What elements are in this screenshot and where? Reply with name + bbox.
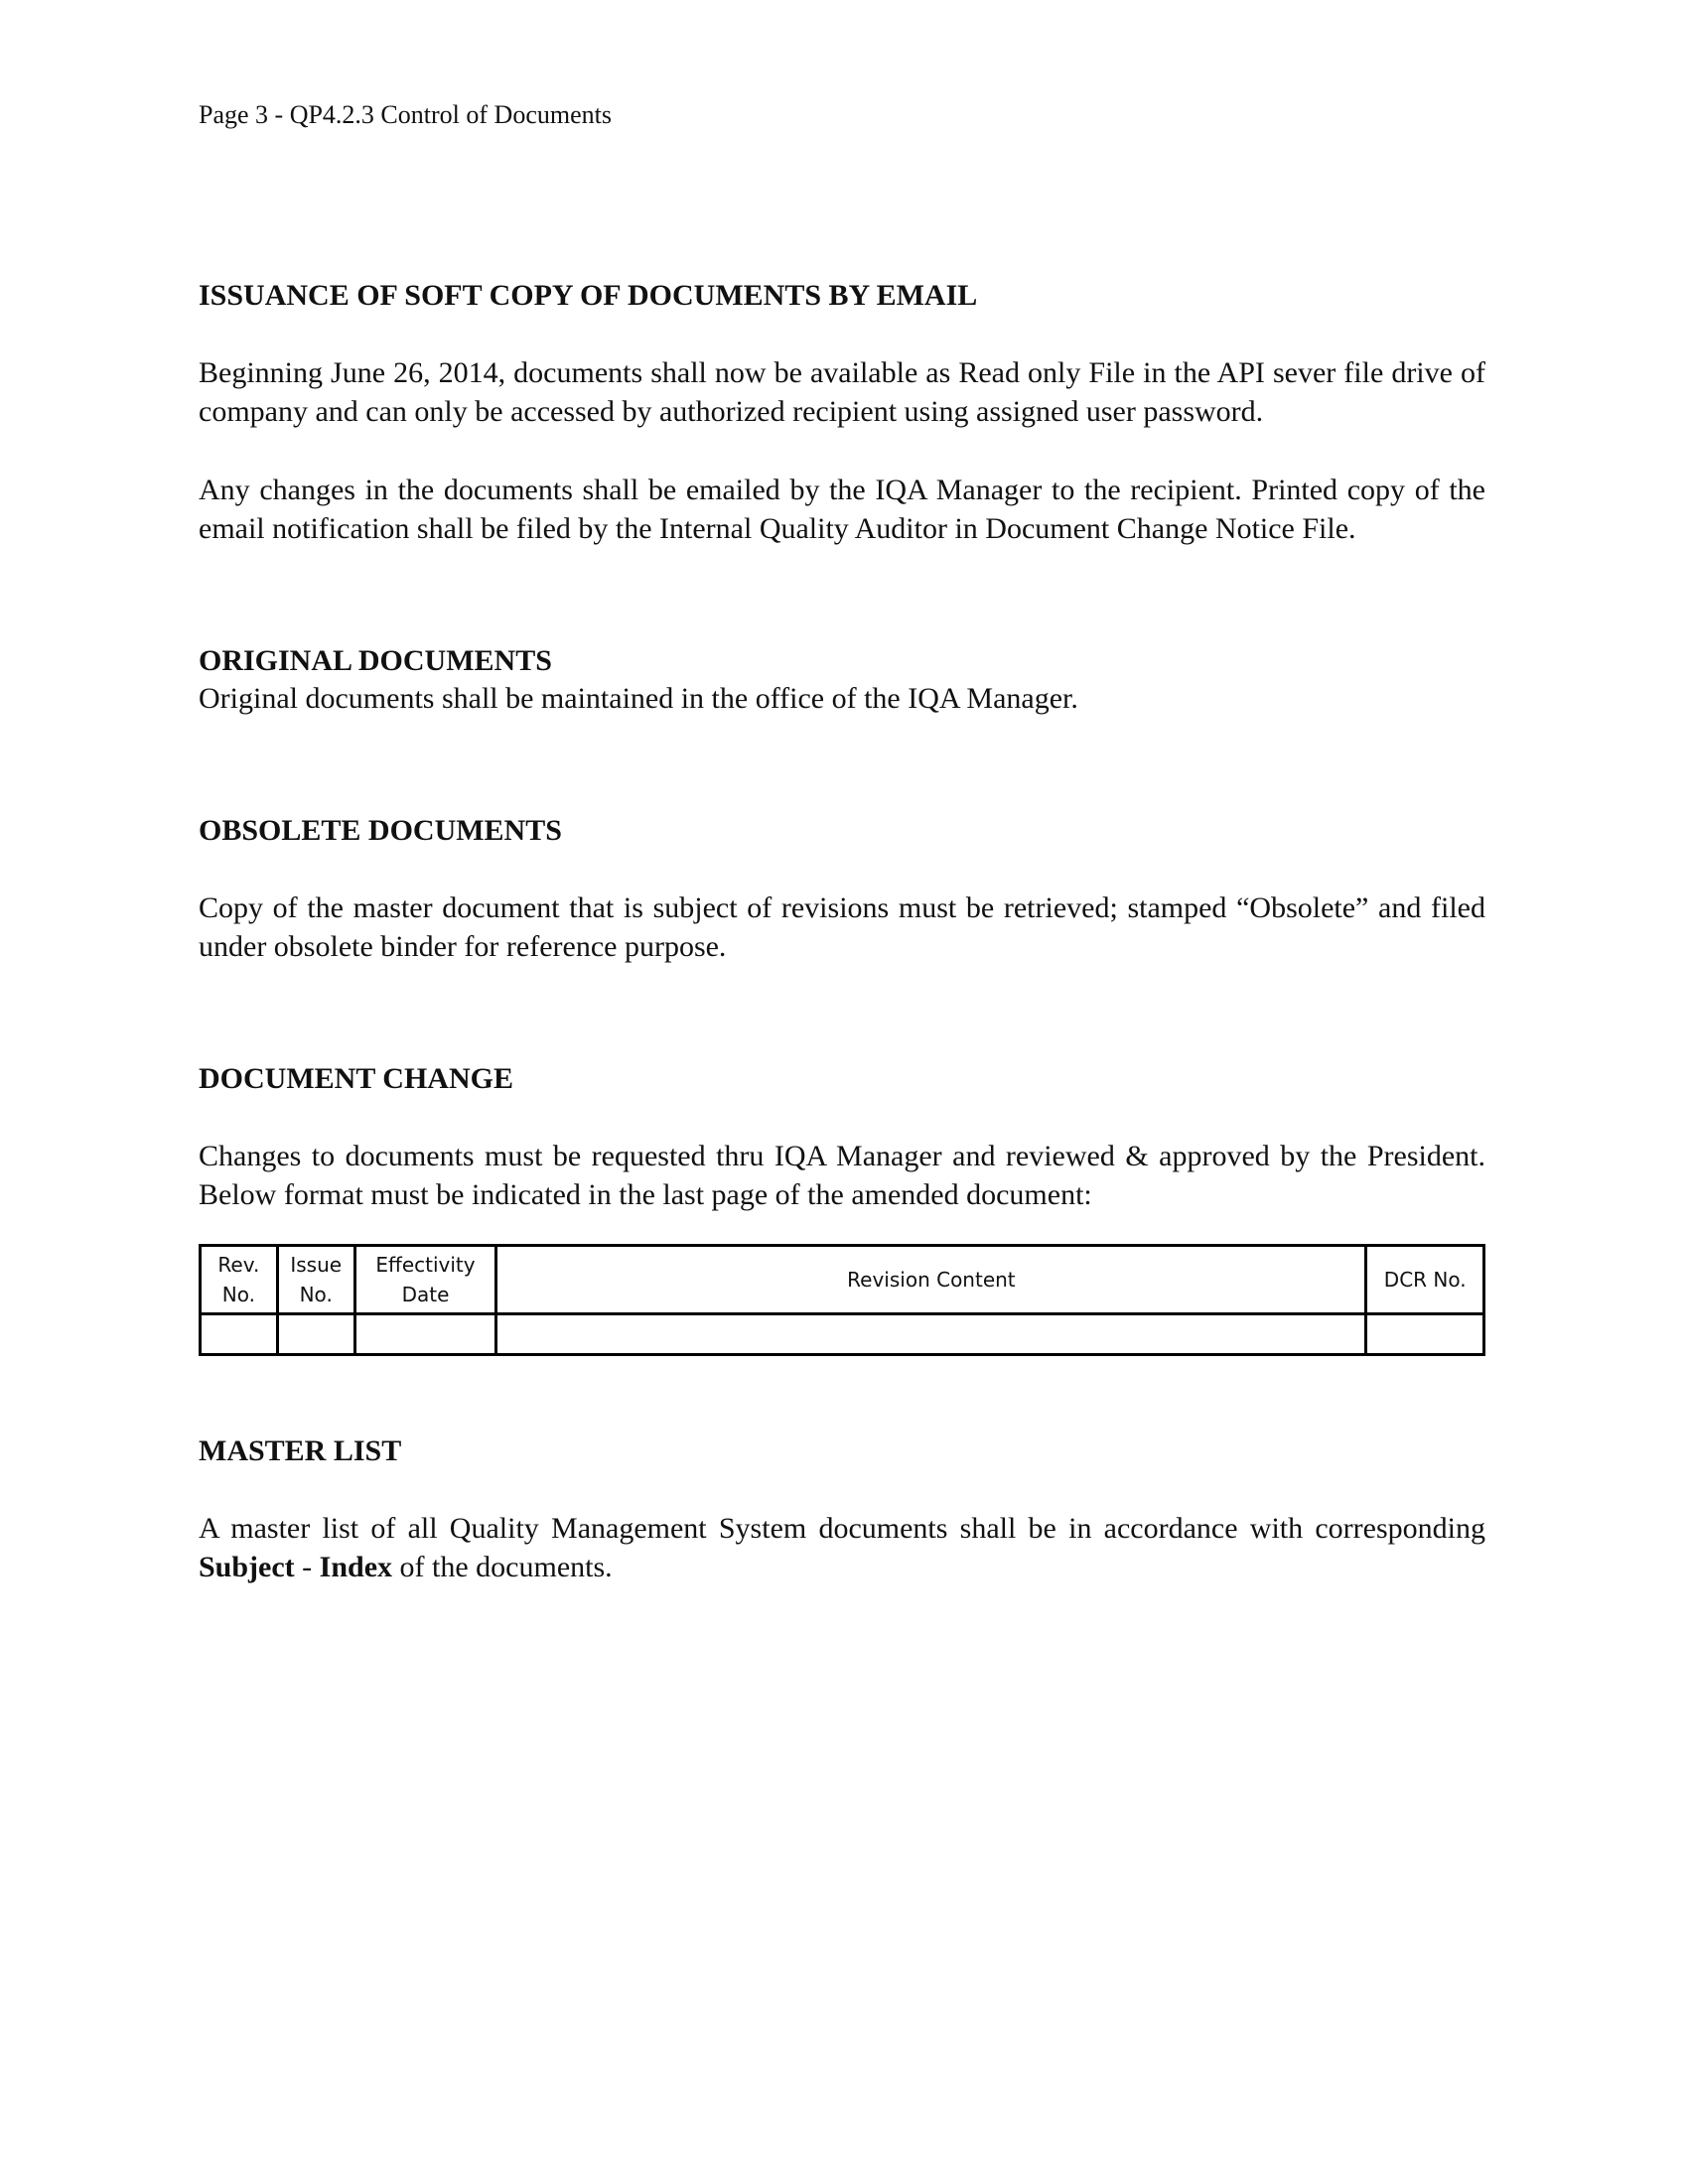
header-rev-line2: No.: [221, 1283, 255, 1306]
section-title-original: ORIGINAL DOCUMENTS: [199, 644, 552, 677]
header-issue-line1: Issue: [290, 1253, 343, 1277]
master-text-after: of the documents.: [392, 1551, 613, 1583]
table-cell-rev: [201, 1314, 278, 1355]
master-bold-subject: Subject: [199, 1551, 295, 1583]
table-cell-dcr: [1366, 1314, 1484, 1355]
section-title-email: ISSUANCE OF SOFT COPY OF DOCUMENTS BY EMAIL: [199, 279, 978, 312]
header-issue-line2: No.: [299, 1283, 333, 1306]
original-paragraph: Original documents shall be maintained in the office of the IQA Manager.: [199, 682, 1078, 715]
header-effectivity-date: [354, 1246, 496, 1314]
master-paragraph: [199, 1509, 1485, 1586]
header-date-line2: Date: [401, 1283, 450, 1306]
change-paragraph: Changes to documents must be requested thru IQA Manager and reviewed & approved by the President. Below format must be indicated in the last page of the amended document:: [199, 1140, 1485, 1211]
table-row: [201, 1314, 1484, 1355]
section-title-change: DOCUMENT CHANGE: [199, 1062, 513, 1095]
document-body: [199, 278, 1485, 1586]
master-bold-index: Index: [319, 1551, 393, 1583]
master-text-before: A master list of all Quality Management System documents shall be in accordance with corresponding: [199, 1512, 1485, 1545]
page-header: Page 3 - QP4.2.3 Control of Documents: [199, 100, 612, 129]
table-cell-content: [496, 1314, 1366, 1355]
header-rev-line1: Rev.: [217, 1253, 260, 1277]
revision-table-header-row: [201, 1246, 1484, 1314]
email-paragraph-2: Any changes in the documents shall be emailed by the IQA Manager to the recipient. Printed copy of the email notification shall be filed by the Internal Quality Auditor in Document Change Notice File.: [199, 474, 1485, 545]
section-title-obsolete: OBSOLETE DOCUMENTS: [199, 814, 562, 847]
revision-table: [199, 1244, 1485, 1356]
header-rev-no: [201, 1246, 278, 1314]
table-cell-issue: [277, 1314, 354, 1355]
email-paragraph-1: Beginning June 26, 2014, documents shall now be available as Read only File in the API sever file drive of company and can only be accessed by authorized recipient using assigned user password.: [199, 356, 1485, 428]
header-date-line1: Effectivity: [375, 1253, 476, 1277]
obsolete-paragraph: Copy of the master document that is subject of revisions must be retrieved; stamped “Obsolete” and filed under obsolete binder for reference purpose.: [199, 891, 1485, 963]
header-dcr-no: DCR No.: [1366, 1246, 1484, 1314]
section-title-master: MASTER LIST: [199, 1434, 402, 1467]
header-revision-content: Revision Content: [496, 1246, 1366, 1314]
master-separator: -: [294, 1551, 320, 1583]
header-issue-no: [277, 1246, 354, 1314]
table-cell-date: [354, 1314, 496, 1355]
